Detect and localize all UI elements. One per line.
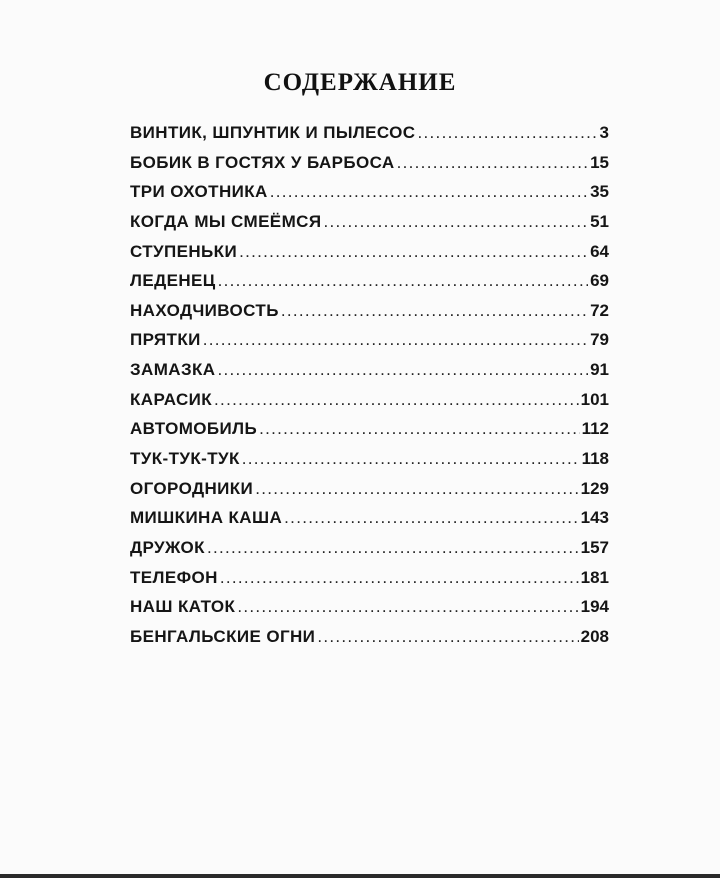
toc-entry-title: ПРЯТКИ: [130, 330, 201, 350]
toc-entry: [130, 207, 609, 237]
table-of-contents: [130, 118, 609, 652]
toc-entry: [130, 118, 609, 148]
toc-entry: [130, 296, 609, 326]
toc-entry-page-number: 112: [581, 419, 609, 439]
toc-entry-page-number: 79: [590, 330, 609, 350]
dot-leader: [281, 296, 588, 326]
toc-entry: [130, 563, 609, 593]
toc-entry: [130, 385, 609, 415]
dot-leader: [218, 266, 589, 296]
dot-leader: [220, 563, 579, 593]
toc-entry-title: ТЕЛЕФОН: [130, 567, 218, 587]
toc-entry-title: ОГОРОДНИКИ: [130, 478, 254, 498]
dot-leader: [203, 325, 588, 355]
page-bottom-edge: [0, 874, 720, 878]
toc-entry: [130, 414, 609, 444]
toc-entry-page-number: 51: [590, 211, 609, 231]
toc-entry-title: КОГДА МЫ СМЕЁМСЯ: [130, 211, 322, 231]
toc-entry-page-number: 194: [580, 597, 609, 617]
toc-entry-page-number: 157: [580, 537, 609, 557]
dot-leader: [417, 118, 597, 148]
toc-entry-page-number: 35: [590, 182, 609, 202]
toc-entry-page-number: 69: [590, 271, 609, 291]
toc-entry-page-number: 118: [581, 449, 609, 469]
toc-entry-title: ЛЕДЕНЕЦ: [130, 271, 216, 291]
toc-entry-page-number: 72: [590, 300, 609, 320]
dot-leader: [317, 622, 578, 652]
dot-leader: [323, 207, 588, 237]
dot-leader: [214, 385, 579, 415]
toc-entry-title: МИШКИНА КАША: [130, 508, 283, 528]
toc-entry: [130, 177, 609, 207]
toc-entry-page-number: 143: [580, 508, 609, 528]
toc-entry-page-number: 181: [580, 567, 609, 587]
toc-entry-page-number: 129: [580, 478, 609, 498]
toc-entry: [130, 592, 609, 622]
toc-entry-page-number: 15: [590, 152, 609, 172]
toc-entry-title: ТУК-ТУК-ТУК: [130, 449, 240, 469]
dot-leader: [259, 414, 580, 444]
toc-entry: [130, 237, 609, 267]
dot-leader: [242, 444, 580, 474]
toc-entry-title: БОБИК В ГОСТЯХ У БАРБОСА: [130, 152, 395, 172]
toc-entry-title: ДРУЖОК: [130, 537, 205, 557]
page-title: СОДЕРЖАНИЕ: [263, 68, 457, 96]
toc-entry: [130, 148, 609, 178]
toc-entry-title: АВТОМОБИЛЬ: [130, 419, 258, 439]
toc-entry: [130, 533, 609, 563]
toc-entry-page-number: 101: [580, 389, 609, 409]
toc-entry: [130, 355, 609, 385]
dot-leader: [397, 148, 589, 178]
toc-entry-title: ТРИ ОХОТНИКА: [130, 182, 268, 202]
toc-entry: [130, 474, 609, 504]
dot-leader: [284, 503, 578, 533]
dot-leader: [217, 355, 588, 385]
dot-leader: [237, 592, 578, 622]
toc-entry-title: БЕНГАЛЬСКИЕ ОГНИ: [130, 626, 316, 646]
toc-entry-page-number: 208: [580, 626, 609, 646]
toc-entry-page-number: 64: [590, 241, 609, 261]
toc-entry: [130, 266, 609, 296]
toc-entry-title: ВИНТИК, ШПУНТИК И ПЫЛЕСОС: [130, 123, 416, 142]
toc-entry-title: СТУПЕНЬКИ: [130, 241, 238, 261]
toc-entry: [130, 325, 609, 355]
dot-leader: [270, 177, 588, 207]
toc-entry-page-number: 3: [599, 123, 609, 142]
dot-leader: [207, 533, 579, 563]
toc-entry-title: КАРАСИК: [130, 389, 213, 409]
dot-leader: [239, 237, 588, 267]
toc-entry-title: НАХОДЧИВОСТЬ: [130, 300, 279, 320]
toc-entry: [130, 444, 609, 474]
toc-entry-title: ЗАМАЗКА: [130, 360, 216, 380]
toc-entry: [130, 622, 609, 652]
dot-leader: [255, 474, 578, 504]
toc-entry: [130, 503, 609, 533]
toc-entry-title: НАШ КАТОК: [130, 597, 236, 617]
toc-entry-page-number: 91: [590, 360, 609, 380]
